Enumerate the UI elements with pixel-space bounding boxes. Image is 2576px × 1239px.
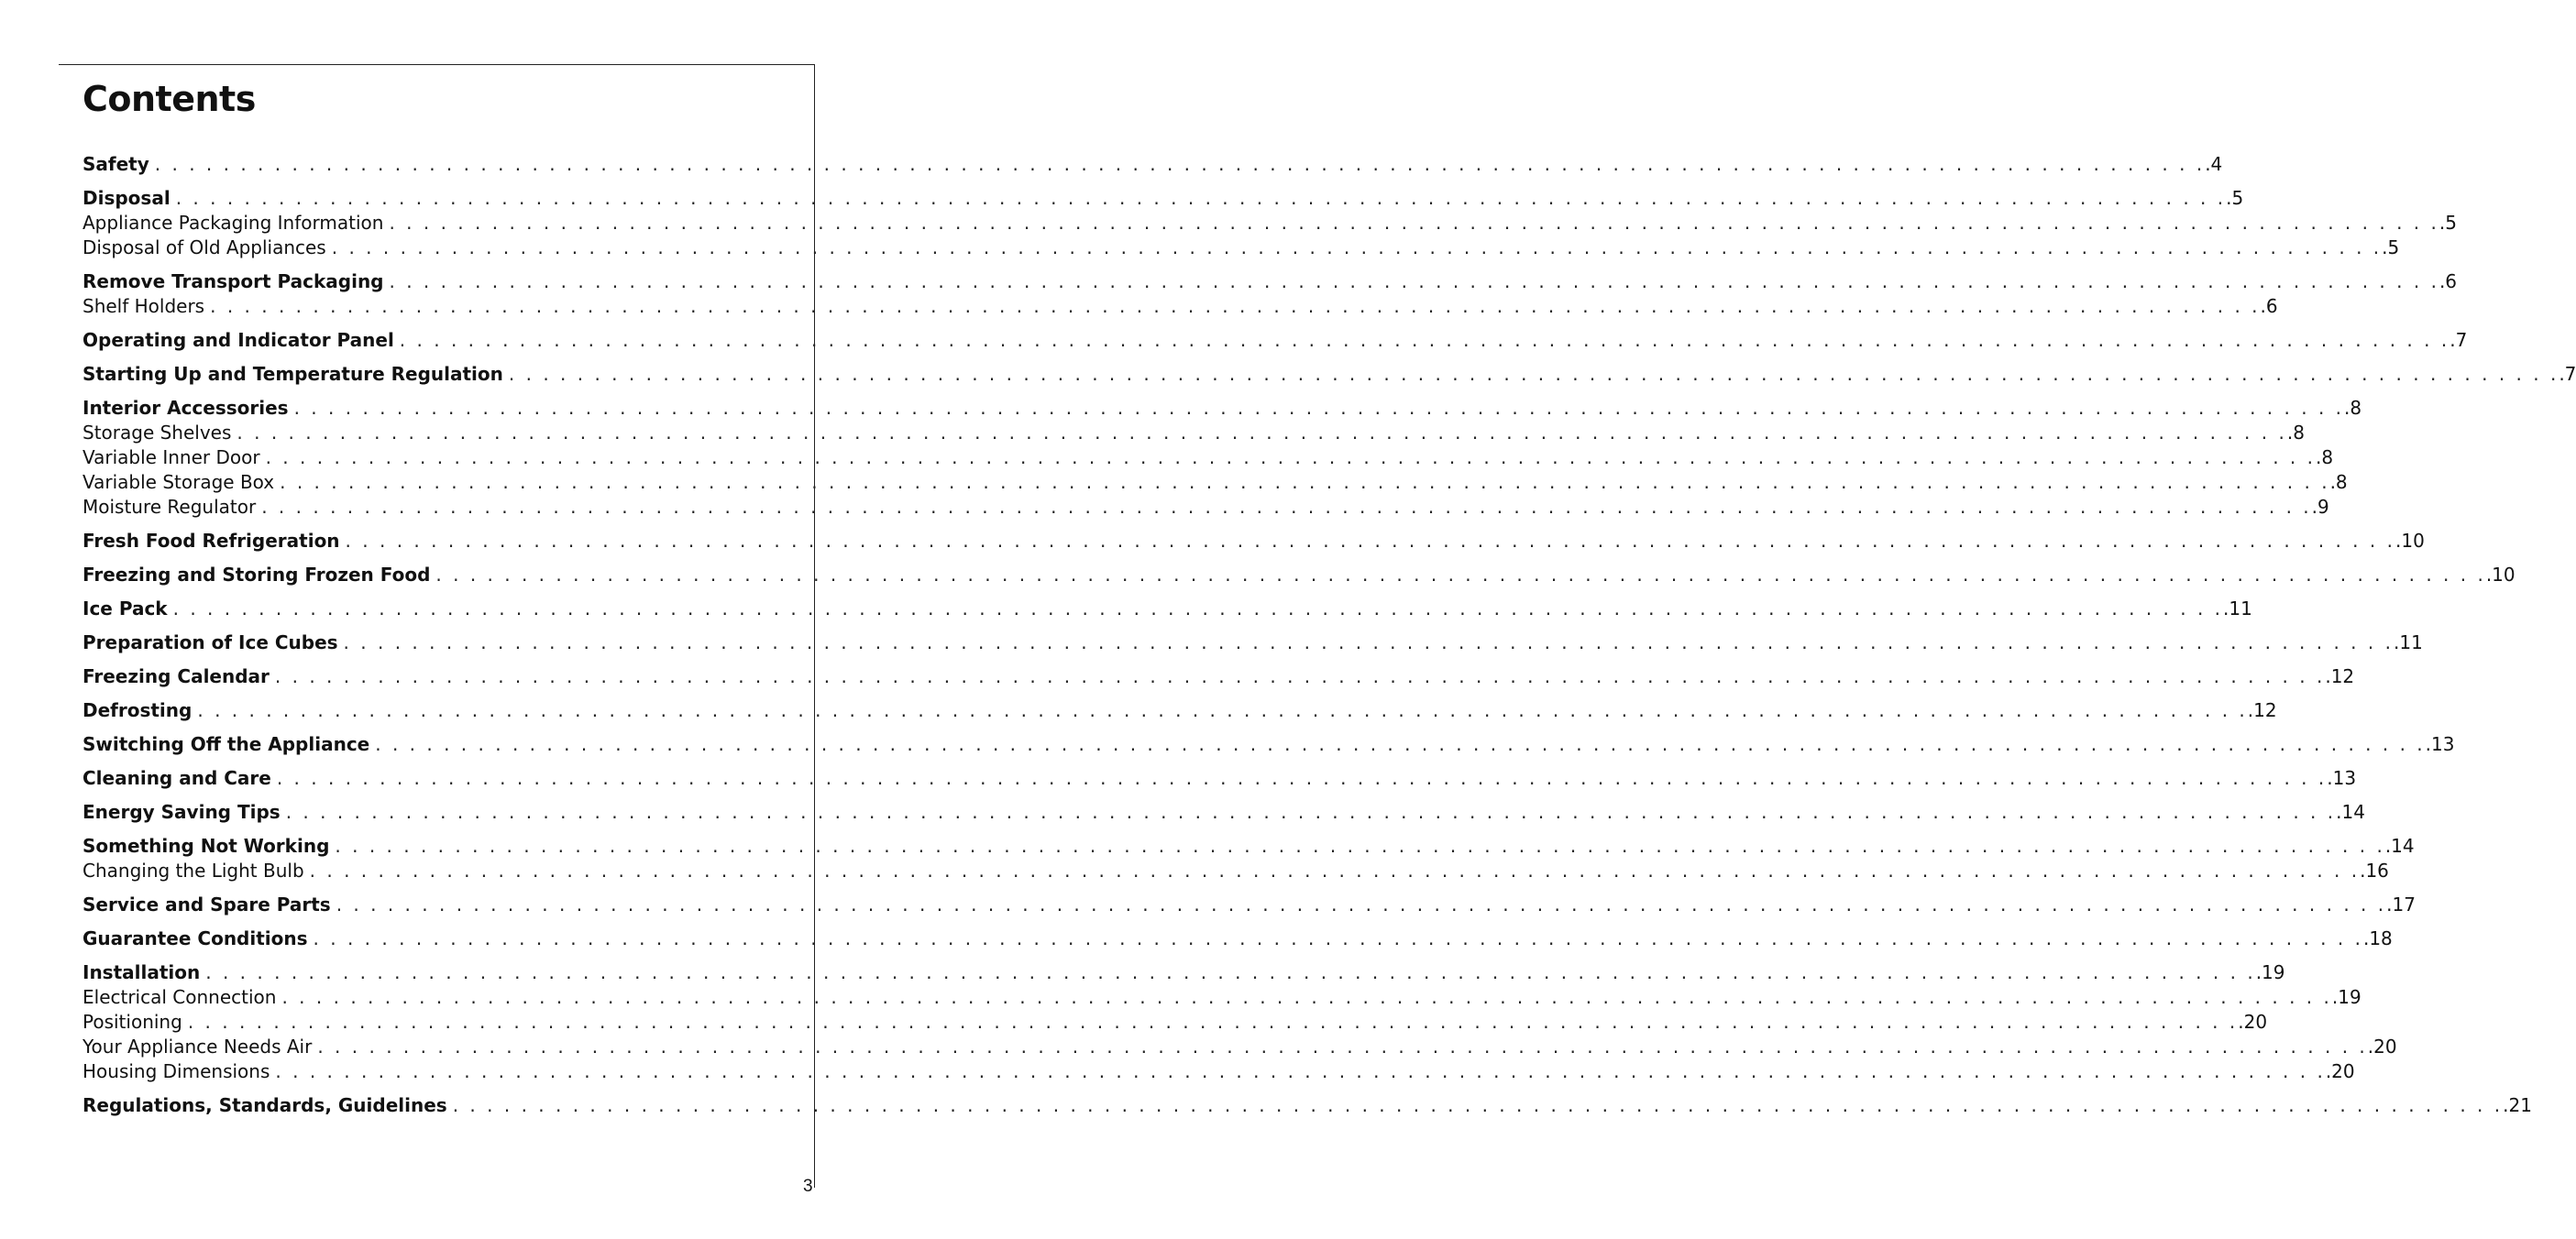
toc-entry[interactable]	[83, 362, 2576, 387]
toc-entry-page: .8	[2286, 422, 2305, 444]
toc-entry-page: .11	[2393, 631, 2423, 653]
toc-entry-page: .4	[2205, 153, 2223, 175]
dot-leader: . . . . . . . . . . . . . . . . . . . . . . . . . . . . . . . . . . . . . . . . . . . . . . . . . . . . . . . . . . . . . . . . . . . . . . . . . . . . . . . . . . . . . . . . . . . . . . . . . . . . . . . . . . . . . . . . . . . . . . . .	[154, 153, 2206, 175]
toc-subentry[interactable]	[83, 1035, 2397, 1059]
toc-entry-label: Positioning	[83, 1011, 182, 1033]
toc-entry-page: .19	[2331, 986, 2361, 1008]
toc-entry[interactable]	[83, 328, 2468, 353]
dot-leader: . . . . . . . . . . . . . . . . . . . . . . . . . . . . . . . . . . . . . . . . . . . . . . . . . . . . . . . . . . . . . . . . . . . . . . . . . . . . . . . . . . . . . . . . . . . . . . . . . . . . . . . . . . . . . . . . . . . . . . . .	[336, 894, 2387, 916]
toc-section	[83, 186, 2457, 260]
dot-leader: . . . . . . . . . . . . . . . . . . . . . . . . . . . . . . . . . . . . . . . . . . . . . . . . . . . . . . . . . . . . . . . . . . . . . . . . . . . . . . . . . . . . . . . . . . . . . . . . . . . . . . . . . . . . . . . . . . . . . . . .	[285, 801, 2337, 823]
toc-entry[interactable]	[83, 152, 2223, 177]
toc-entry-page: .9	[2311, 496, 2329, 518]
toc-subentry[interactable]	[83, 421, 2305, 445]
toc-entry[interactable]	[83, 396, 2362, 421]
toc-entry-label: Storage Shelves	[83, 422, 232, 444]
toc-entry[interactable]	[83, 186, 2244, 211]
dot-leader: . . . . . . . . . . . . . . . . . . . . . . . . . . . . . . . . . . . . . . . . . . . . . . . . . . . . . . . . . . . . . . . . . . . . . . . . . . . . . . . . . . . . . . . . . . . . . . . . . . . . . . . . . . . . . . . . . . . . . . . .	[375, 733, 2426, 755]
toc-subentry[interactable]	[83, 985, 2361, 1010]
toc-entry-page: .14	[2384, 835, 2415, 857]
toc-entry[interactable]	[83, 927, 2393, 951]
toc-entry-label: Guarantee Conditions	[83, 927, 308, 949]
top-rule	[59, 64, 815, 65]
toc-entry-label: Service and Spare Parts	[83, 894, 331, 916]
toc-entry[interactable]	[83, 698, 2277, 723]
toc-entry-page: .5	[2226, 187, 2244, 209]
toc-section	[83, 834, 2415, 883]
toc-entry-page: .10	[2485, 564, 2515, 586]
toc-entry-page: .21	[2503, 1094, 2532, 1116]
dot-leader: . . . . . . . . . . . . . . . . . . . . . . . . . . . . . . . . . . . . . . . . . . . . . . . . . . . . . . . . . . . . . . . . . . . . . . . . . . . . . . . . . . . . . . . . . . . . . . . . . . . . . . . . . . . . . . . . . . . . . . . .	[335, 835, 2385, 857]
dot-leader: . . . . . . . . . . . . . . . . . . . . . . . . . . . . . . . . . . . . . . . . . . . . . . . . . . . . . . . . . . . . . . . . . . . . . . . . . . . . . . . . . . . . . . . . . . . . . . . . . . . . . . . . . . . . . . . . . . . . . . . .	[435, 564, 2486, 586]
toc-entry[interactable]	[83, 732, 2455, 757]
table-of-contents	[83, 152, 2576, 1127]
toc-subentry[interactable]	[83, 445, 2334, 470]
toc-entry[interactable]	[83, 664, 2355, 689]
toc-entry-page: .16	[2360, 860, 2389, 882]
toc-entry[interactable]	[83, 630, 2423, 655]
page-number: 3	[803, 1177, 813, 1196]
toc-entry-label: Variable Storage Box	[83, 471, 275, 493]
toc-section	[83, 597, 2252, 621]
toc-entry-label: Moisture Regulator	[83, 496, 257, 518]
toc-entry-page: .13	[2425, 733, 2455, 755]
toc-entry-label: Switching Off the Appliance	[83, 733, 370, 755]
toc-entry-page: .17	[2386, 894, 2416, 916]
dot-leader: . . . . . . . . . . . . . . . . . . . . . . . . . . . . . . . . . . . . . . . . . . . . . . . . . . . . . . . . . . . . . . . . . . . . . . . . . . . . . . . . . . . . . . . . . . . . . . . . . . . . . . . . . . . . . . . . . . . . . . . .	[210, 295, 2261, 317]
toc-section	[83, 362, 2576, 387]
toc-section	[83, 927, 2393, 951]
toc-section	[83, 152, 2223, 177]
dot-leader: . . . . . . . . . . . . . . . . . . . . . . . . . . . . . . . . . . . . . . . . . . . . . . . . . . . . . . . . . . . . . . . . . . . . . . . . . . . . . . . . . . . . . . . . . . . . . . . . . . . . . . . . . . . . . . . . . . . . . . . .	[265, 446, 2317, 468]
toc-entry-page: .7	[2559, 363, 2576, 385]
toc-section	[83, 960, 2397, 1084]
toc-entry-page: .8	[2316, 446, 2334, 468]
toc-entry-label: Energy Saving Tips	[83, 801, 281, 823]
toc-entry-label: Freezing Calendar	[83, 665, 270, 687]
dot-leader: . . . . . . . . . . . . . . . . . . . . . . . . . . . . . . . . . . . . . . . . . . . . . . . . . . . . . . . . . . . . . . . . . . . . . . . . . . . . . . . . . . . . . . . . . . . . . . . . . . . . . . . . . . . . . . . . . . . . . . . .	[172, 598, 2224, 620]
dot-leader: . . . . . . . . . . . . . . . . . . . . . . . . . . . . . . . . . . . . . . . . . . . . . . . . . . . . . . . . . . . . . . . . . . . . . . . . . . . . . . . . . . . . . . . . . . . . . . . . . . . . . . . . . . . . . . . . . . . . . . . .	[331, 236, 2383, 258]
toc-entry[interactable]	[83, 563, 2515, 587]
toc-section	[83, 529, 2425, 554]
toc-entry[interactable]	[83, 1093, 2532, 1118]
toc-entry-label: Electrical Connection	[83, 986, 277, 1008]
dot-leader: . . . . . . . . . . . . . . . . . . . . . . . . . . . . . . . . . . . . . . . . . . . . . . . . . . . . . . . . . . . . . . . . . . . . . . . . . . . . . . . . . . . . . . . . . . . . . . . . . . . . . . . . . . . . . . . . . . . . . . . .	[343, 631, 2394, 653]
toc-entry-label: Shelf Holders	[83, 295, 205, 317]
toc-entry-label: Remove Transport Packaging	[83, 270, 384, 292]
dot-leader: . . . . . . . . . . . . . . . . . . . . . . . . . . . . . . . . . . . . . . . . . . . . . . . . . . . . . . . . . . . . . . . . . . . . . . . . . . . . . . . . . . . . . . . . . . . . . . . . . . . . . . . . . . . . . . . . . . . . . . . .	[345, 530, 2395, 552]
toc-subentry[interactable]	[83, 236, 2400, 260]
toc-entry-label: Regulations, Standards, Guidelines	[83, 1094, 447, 1116]
toc-section	[83, 893, 2416, 917]
toc-section	[83, 766, 2357, 791]
dot-leader: . . . . . . . . . . . . . . . . . . . . . . . . . . . . . . . . . . . . . . . . . . . . . . . . . . . . . . . . . . . . . . . . . . . . . . . . . . . . . . . . . . . . . . . . . . . . . . . . . . . . . . . . . . . . . . . . . . . . . . . .	[276, 767, 2328, 789]
dot-leader: . . . . . . . . . . . . . . . . . . . . . . . . . . . . . . . . . . . . . . . . . . . . . . . . . . . . . . . . . . . . . . . . . . . . . . . . . . . . . . . . . . . . . . . . . . . . . . . . . . . . . . . . . . . . . . . . . . . . . . . .	[274, 665, 2326, 687]
toc-entry-label: Safety	[83, 153, 149, 175]
toc-entry-label: Ice Pack	[83, 598, 168, 620]
dot-leader: . . . . . . . . . . . . . . . . . . . . . . . . . . . . . . . . . . . . . . . . . . . . . . . . . . . . . . . . . . . . . . . . . . . . . . . . . . . . . . . . . . . . . . . . . . . . . . . . . . . . . . . . . . . . . . . . . . . . . . . .	[389, 270, 2439, 292]
toc-entry-page: .19	[2255, 961, 2285, 983]
dot-leader: . . . . . . . . . . . . . . . . . . . . . . . . . . . . . . . . . . . . . . . . . . . . . . . . . . . . . . . . . . . . . . . . . . . . . . . . . . . . . . . . . . . . . . . . . . . . . . . . . . . . . . . . . . . . . . . . . . . . . . . .	[237, 422, 2287, 444]
toc-subentry[interactable]	[83, 211, 2457, 236]
toc-section	[83, 630, 2423, 655]
toc-entry[interactable]	[83, 800, 2365, 825]
toc-entry-label: Preparation of Ice Cubes	[83, 631, 338, 653]
dot-leader: . . . . . . . . . . . . . . . . . . . . . . . . . . . . . . . . . . . . . . . . . . . . . . . . . . . . . . . . . . . . . . . . . . . . . . . . . . . . . . . . . . . . . . . . . . . . . . . . . . . . . . . . . . . . . . . . . . . . . . . .	[317, 1036, 2368, 1058]
toc-entry-page: .8	[2329, 471, 2348, 493]
dot-leader: . . . . . . . . . . . . . . . . . . . . . . . . . . . . . . . . . . . . . . . . . . . . . . . . . . . . . . . . . . . . . . . . . . . . . . . . . . . . . . . . . . . . . . . . . . . . . . . . . . . . . . . . . . . . . . . . . . . . . . . .	[175, 187, 2227, 209]
dot-leader: . . . . . . . . . . . . . . . . . . . . . . . . . . . . . . . . . . . . . . . . . . . . . . . . . . . . . . . . . . . . . . . . . . . . . . . . . . . . . . . . . . . . . . . . . . . . . . . . . . . . . . . . . . . . . . . . . . . . . . . .	[399, 329, 2450, 351]
toc-section	[83, 269, 2458, 319]
toc-entry[interactable]	[83, 529, 2425, 554]
dot-leader: . . . . . . . . . . . . . . . . . . . . . . . . . . . . . . . . . . . . . . . . . . . . . . . . . . . . . . . . . . . . . . . . . . . . . . . . . . . . . . . . . . . . . . . . . . . . . . . . . . . . . . . . . . . . . . . . . . . . . . . .	[452, 1094, 2504, 1116]
toc-entry-page: .12	[2325, 665, 2355, 687]
dot-leader: . . . . . . . . . . . . . . . . . . . . . . . . . . . . . . . . . . . . . . . . . . . . . . . . . . . . . . . . . . . . . . . . . . . . . . . . . . . . . . . . . . . . . . . . . . . . . . . . . . . . . . . . . . . . . . . . . . . . . . . .	[313, 927, 2363, 949]
toc-entry-label: Appliance Packaging Information	[83, 212, 384, 234]
toc-entry[interactable]	[83, 893, 2416, 917]
toc-entry[interactable]	[83, 834, 2415, 859]
dot-leader: . . . . . . . . . . . . . . . . . . . . . . . . . . . . . . . . . . . . . . . . . . . . . . . . . . . . . . . . . . . . . . . . . . . . . . . . . . . . . . . . . . . . . . . . . . . . . . . . . . . . . . . . . . . . . . . . . . . . . . . .	[293, 397, 2345, 419]
toc-entry-label: Variable Inner Door	[83, 446, 260, 468]
dot-leader: . . . . . . . . . . . . . . . . . . . . . . . . . . . . . . . . . . . . . . . . . . . . . . . . . . . . . . . . . . . . . . . . . . . . . . . . . . . . . . . . . . . . . . . . . . . . . . . . . . . . . . . . . . . . . . . . . . . . . . . .	[261, 496, 2312, 518]
dot-leader: . . . . . . . . . . . . . . . . . . . . . . . . . . . . . . . . . . . . . . . . . . . . . . . . . . . . . . . . . . . . . . . . . . . . . . . . . . . . . . . . . . . . . . . . . . . . . . . . . . . . . . . . . . . . . . . . . . . . . . . .	[205, 961, 2256, 983]
toc-section	[83, 698, 2277, 723]
dot-leader: . . . . . . . . . . . . . . . . . . . . . . . . . . . . . . . . . . . . . . . . . . . . . . . . . . . . . . . . . . . . . . . . . . . . . . . . . . . . . . . . . . . . . . . . . . . . . . . . . . . . . . . . . . . . . . . . . . . . . . . .	[197, 699, 2248, 721]
dot-leader: . . . . . . . . . . . . . . . . . . . . . . . . . . . . . . . . . . . . . . . . . . . . . . . . . . . . . . . . . . . . . . . . . . . . . . . . . . . . . . . . . . . . . . . . . . . . . . . . . . . . . . . . . . . . . . . . . . . . . . . .	[280, 471, 2330, 493]
toc-entry-label: Defrosting	[83, 699, 193, 721]
toc-subentry[interactable]	[83, 470, 2348, 495]
toc-entry-label: Operating and Indicator Panel	[83, 329, 394, 351]
toc-entry-label: Installation	[83, 961, 201, 983]
toc-entry-label: Disposal of Old Appliances	[83, 236, 326, 258]
toc-entry-page: .7	[2449, 329, 2468, 351]
toc-entry-page: .10	[2394, 530, 2425, 552]
toc-entry[interactable]	[83, 766, 2357, 791]
toc-section	[83, 1093, 2532, 1118]
toc-entry-page: .6	[2438, 270, 2458, 292]
toc-entry-page: .11	[2223, 598, 2252, 620]
toc-entry[interactable]	[83, 960, 2285, 985]
toc-entry-page: .12	[2247, 699, 2277, 721]
toc-subentry[interactable]	[83, 1059, 2355, 1084]
toc-subentry[interactable]	[83, 294, 2278, 319]
toc-entry[interactable]	[83, 269, 2458, 294]
toc-section	[83, 800, 2365, 825]
toc-entry-page: .8	[2344, 397, 2362, 419]
toc-entry-page: .20	[2238, 1011, 2268, 1033]
toc-section	[83, 328, 2468, 353]
toc-entry-label: Changing the Light Bulb	[83, 860, 304, 882]
toc-section	[83, 664, 2355, 689]
dot-leader: . . . . . . . . . . . . . . . . . . . . . . . . . . . . . . . . . . . . . . . . . . . . . . . . . . . . . . . . . . . . . . . . . . . . . . . . . . . . . . . . . . . . . . . . . . . . . . . . . . . . . . . . . . . . . . . . . . . . . . . .	[309, 860, 2361, 882]
dot-leader: . . . . . . . . . . . . . . . . . . . . . . . . . . . . . . . . . . . . . . . . . . . . . . . . . . . . . . . . . . . . . . . . . . . . . . . . . . . . . . . . . . . . . . . . . . . . . . . . . . . . . . . . . . . . . . . . . . . . . . . .	[281, 986, 2332, 1008]
toc-entry-label: Something Not Working	[83, 835, 330, 857]
toc-entry-page: .14	[2336, 801, 2365, 823]
toc-entry-page: .5	[2382, 236, 2400, 258]
toc-entry-label: Starting Up and Temperature Regulation	[83, 363, 503, 385]
toc-entry-page: .5	[2438, 212, 2457, 234]
toc-section	[83, 732, 2455, 757]
toc-entry-label: Freezing and Storing Frozen Food	[83, 564, 431, 586]
toc-subentry[interactable]	[83, 859, 2389, 883]
dot-leader: . . . . . . . . . . . . . . . . . . . . . . . . . . . . . . . . . . . . . . . . . . . . . . . . . . . . . . . . . . . . . . . . . . . . . . . . . . . . . . . . . . . . . . . . . . . . . . . . . . . . . . . . . . . . . . . . . . . . . . . .	[508, 363, 2559, 385]
toc-entry-label: Housing Dimensions	[83, 1060, 270, 1082]
toc-entry-label: Cleaning and Care	[83, 767, 271, 789]
toc-entry-page: .13	[2327, 767, 2357, 789]
toc-section	[83, 396, 2362, 520]
toc-entry[interactable]	[83, 597, 2252, 621]
toc-entry-label: Your Appliance Needs Air	[83, 1036, 313, 1058]
dot-leader: . . . . . . . . . . . . . . . . . . . . . . . . . . . . . . . . . . . . . . . . . . . . . . . . . . . . . . . . . . . . . . . . . . . . . . . . . . . . . . . . . . . . . . . . . . . . . . . . . . . . . . . . . . . . . . . . . . . . . . . .	[275, 1060, 2326, 1082]
toc-subentry[interactable]	[83, 495, 2329, 520]
toc-entry-page: .20	[2325, 1060, 2355, 1082]
dot-leader: . . . . . . . . . . . . . . . . . . . . . . . . . . . . . . . . . . . . . . . . . . . . . . . . . . . . . . . . . . . . . . . . . . . . . . . . . . . . . . . . . . . . . . . . . . . . . . . . . . . . . . . . . . . . . . . . . . . . . . . .	[389, 212, 2439, 234]
toc-section	[83, 563, 2515, 587]
toc-entry-label: Fresh Food Refrigeration	[83, 530, 340, 552]
toc-entry-page: .6	[2260, 295, 2278, 317]
dot-leader: . . . . . . . . . . . . . . . . . . . . . . . . . . . . . . . . . . . . . . . . . . . . . . . . . . . . . . . . . . . . . . . . . . . . . . . . . . . . . . . . . . . . . . . . . . . . . . . . . . . . . . . . . . . . . . . . . . . . . . . .	[187, 1011, 2239, 1033]
toc-subentry[interactable]	[83, 1010, 2268, 1035]
toc-entry-page: .18	[2362, 927, 2393, 949]
toc-entry-label: Disposal	[83, 187, 171, 209]
toc-entry-label: Interior Accessories	[83, 397, 289, 419]
toc-entry-page: .20	[2367, 1036, 2397, 1058]
page-title: Contents	[83, 79, 256, 119]
